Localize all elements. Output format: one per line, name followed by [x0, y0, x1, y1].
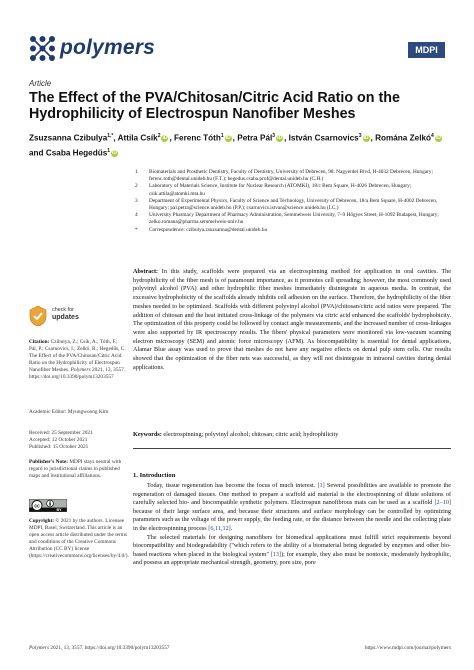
footer-doi[interactable]: 2021, 13, 3557. https://doi.org/10.3390/polym13203557: [49, 645, 170, 651]
abstract-text: In this study, scaffolds were prepared via an electrospinning method for application in oral cavities. The hydrophilicity of the fiber mesh is of paramount importance, as it promotes cell spreading; however, the most commonly used polyvinyl alcohol (PVA) and other hydrophilic fiber meshes immediately disintegrate in aqueous media. In contrast, the excessive hydrophobicity of the scaffolds already inhibits cell adhesion on the surface. Therefore, the hydrophilicity of the fiber meshes needed to be optimized. Scaffolds with different polyvinyl alcohol (PVA)/chitosan/citric acid ratios were prepared. The addition of chitosan and the heat initiated cross-linkage of the polymers via citric acid enhanced the scaffolds' hydrophobicity. The optimization of this property could be followed by contact angle measurements, and the increased number of cross-linkages were also supported by IR spectroscopy results. The fibers' physical parameters were monitored via low-vacuum scanning electron microscopy (SEM) and atomic force microscopy (AFM). As biocompatibility is essential for dental applications, Alamar Blue assay was used to prove that meshes do not have any negative effects on dental pulp stem cells. Our results showed that the optimization of the fiber nets was successful, as they will not disintegrate in intraoral cavities during dental applications.: [133, 268, 451, 371]
citation-journal: Polymers: [70, 367, 91, 374]
footer-journal-link[interactable]: https://www.mdpi.com/journal/polymers: [364, 645, 451, 651]
publisher-note: [29, 459, 127, 480]
author-name: Ferenc Tóth: [174, 133, 221, 143]
author-affiliation-marker: 1: [220, 133, 224, 139]
affiliation-list: [133, 169, 451, 234]
svg-text:cc: cc: [34, 503, 40, 510]
publisher-note-label: Publisher's Note:: [29, 459, 68, 465]
author-name: Zsuzsanna Czibulya: [29, 133, 108, 143]
affiliation-number: 2: [135, 183, 138, 190]
affiliation-number: 4: [135, 212, 138, 219]
orcid-icon[interactable]: iD: [363, 135, 369, 142]
affiliation-item: [133, 169, 451, 183]
citation-ref: 2021, 13, 3557. https://doi.org/10.3390/polym13203557: [29, 367, 126, 381]
affiliation-item: [133, 198, 451, 212]
affiliation-text: Laboratory of Materials Science, Institute for Nuclear Research (ATOMKI), 18/c Bem Square, H-4026 Debrecen, Hungary; csik.attila@atomki.mta.hu: [149, 183, 412, 197]
introduction-paragraph-2: [133, 534, 451, 568]
citation-text: Czibulya, Z.; Csík, A.; Tóth, F.; Pál, P.; Csarnovics, I.; Zelkó, R.; Hegedűs, C. The Effect of the PVA/Chitosan/Citric Acid Ratio on the Hydrophilicity of Electrospun Nanofiber Meshes.: [29, 339, 126, 374]
footer-citation: [29, 645, 169, 651]
affiliation-text: University Pharmacy Department of Pharmacy Administration, Semmelweis University, 7–9 Hőgyes Street, H-1092 Budapest, Hungary; zelko.romana@pharma.semmelweis-univ.hu: [149, 212, 439, 226]
keywords-text: electrospinning; polyvinyl alcohol; chitosan; citric acid; hydrophilicity: [163, 431, 339, 438]
orcid-icon[interactable]: iD: [435, 135, 441, 142]
article-title: The Effect of the PVA/Chitosan/Citric Acid Ratio on the Hydrophilicity of Electrospun Nanofiber Meshes: [29, 90, 400, 122]
polymers-logo-icon: [29, 35, 56, 62]
mdpi-logo: MDPI: [408, 42, 445, 58]
paragraph-text: The selected materials for designing nanofibers for biomedical applications must fulfill strict requirements beyond biocompatibility and biodegradability ("which refers to the ability of a biomaterial being degraded by enzymes and other bio-based reactions when placed in the biological system": [133, 533, 451, 558]
citation-label: Citation:: [29, 339, 50, 345]
paragraph-text: .: [230, 524, 233, 532]
orcid-icon[interactable]: iD: [112, 149, 118, 156]
reference-link[interactable]: [13]: [270, 550, 282, 558]
orcid-icon[interactable]: iD: [225, 135, 231, 142]
keywords: [133, 431, 451, 440]
copyright-text: © 2021 by the authors. Licensee MDPI, Basel, Switzerland. This article is an open access article distributed under the terms and conditions of the Creative Commons Attribution (CC BY) license (https://creativecommons.org/licenses/by/4.0/).: [29, 518, 129, 560]
affiliation-number: 1: [135, 169, 138, 175]
affiliation-text: Department of Experimental Physics, Faculty of Science and Technology, University of Debrecen, 18/a Bem Square, H-4002 Debrecen, Hungary; pal.petra@science.unideb.hu (P.P.); csarnovics.istvan@science.unideb.hu (I.C.): [149, 197, 438, 212]
affiliation-item: [133, 183, 451, 197]
journal-name: polymers: [60, 36, 155, 59]
author-affiliation-marker: 2: [157, 133, 161, 139]
author-affiliation-marker: 4: [431, 133, 434, 139]
publisher-note-text: MDPI stays neutral with regard to jurisdictional claims in published maps and institutional affiliations.: [29, 459, 122, 480]
affiliation-text: Biomaterials and Prosthetic Dentistry, Faculty of Dentistry, University of Debrecen, 98. Nagyerdei Blvd, H-4032 Debrecen, Hungary; ferenc.toth@dental.unideb.hu (F.T.); hegedus.csaba.prof@dental.unideb.hu (C.H.): [149, 169, 433, 183]
abstract: [133, 268, 451, 372]
affiliation-item: [133, 212, 451, 226]
author-name: Attila Csík: [117, 133, 158, 143]
orcid-icon[interactable]: iD: [277, 135, 283, 142]
section-heading-introduction: 1. Introduction: [133, 472, 176, 479]
affiliation-item: [133, 227, 451, 234]
reference-link[interactable]: [6,11,12]: [208, 524, 231, 532]
author-name: Petra Pál: [237, 133, 273, 143]
affiliation-number: *: [135, 226, 138, 233]
abstract-label: Abstract:: [133, 268, 159, 275]
cc-by-label: BY: [56, 508, 62, 512]
creative-commons-icon[interactable]: [29, 499, 67, 512]
dates-block: [29, 430, 127, 451]
accepted-date: Accepted: 12 October 2021: [29, 437, 88, 444]
copyright-label: Copyright:: [29, 518, 55, 524]
introduction-body: [133, 482, 451, 568]
paragraph-text: ); for example, they also must be nontoxic, moderately hydrophilic, and possess an appropriate mechanical strength, geometry, pore size, pore: [133, 550, 451, 567]
paragraph-text: Today, tissue regeneration has become the focus of much interest.: [147, 482, 318, 489]
author-name: and Csaba Hegedűs: [29, 148, 108, 158]
author-name: Romána Zelkó: [375, 133, 432, 143]
author-affiliation-marker: 3: [272, 133, 276, 139]
reference-link[interactable]: [1]: [317, 482, 325, 489]
received-date: Received: 25 September 2021: [29, 430, 93, 436]
updates-line1: check for: [52, 307, 74, 313]
check-for-updates-label[interactable]: [52, 307, 79, 322]
footer-journal: Polymers: [29, 645, 50, 651]
affiliation-text: Correspondence: czibulya.zsuzsanna@dental.unideb.hu: [149, 226, 268, 233]
orcid-icon[interactable]: iD: [162, 135, 168, 142]
author-affiliation-marker: 3: [358, 133, 362, 139]
keywords-label: Keywords:: [133, 431, 162, 438]
paragraph-text: Several possibilities are available to promote the regeneration of damaged tissues. One method to prepare a scaffold aid material is the electrospinning of dilute solutions of carefully selected bio- and biocompatible synthetic polymers. Electrospun nanofibrous mats can be used as a scaffold: [133, 482, 452, 507]
citation-block: [29, 339, 127, 382]
divider: [133, 448, 451, 449]
affiliation-number: 3: [135, 197, 138, 204]
paragraph-text: because of their large surface area, and because their structures and surface morphology can be controlled by optimizing parameters such as the voltage of the power supply, the feeding rate, or the distance between the needle and the collecting plate in the electrospinning process: [133, 507, 451, 532]
introduction-paragraph-1: [133, 482, 451, 534]
copyright-block: [29, 518, 127, 561]
article-type: Article: [29, 79, 52, 88]
published-date: Published: 15 October 2021: [29, 444, 89, 451]
author-name: István Csarnovics: [288, 133, 359, 143]
author-affiliation-marker: 1,*: [107, 133, 114, 139]
author-affiliation-marker: 1: [107, 147, 111, 154]
updates-line2: updates: [52, 313, 79, 321]
reference-link[interactable]: [2–10]: [434, 499, 451, 507]
academic-editor: Academic Editor: Myungwoong Kim: [29, 409, 109, 415]
check-for-updates-icon[interactable]: [29, 305, 47, 327]
author-list: Zsuzsanna Czibulya$^{1,*}$, Attila Csík$^2$ iD , Ferenc Tóth$^1$ iD , Petra Pál$^3$ iD , István Csarnovics$^3$ iD , Romána Zelkó$^4$ iD and Csaba Hegedűs$^1$ iD: [29, 133, 441, 158]
